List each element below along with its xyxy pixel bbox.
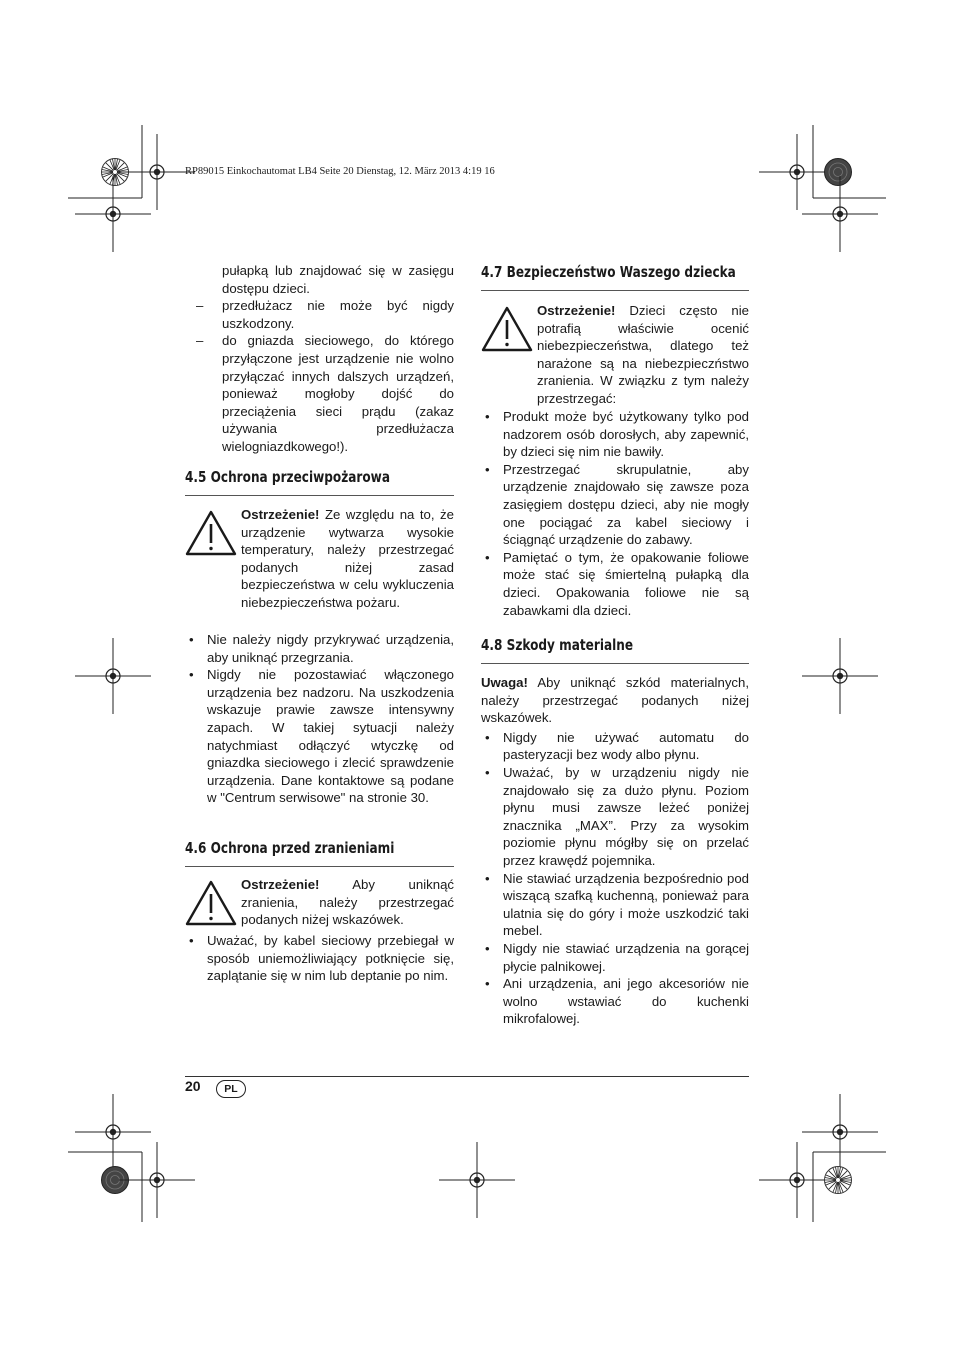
dash-item: – przedłużacz nie może być nigdy uszkodzony.: [196, 298, 454, 331]
language-badge: PL: [216, 1080, 246, 1098]
material-damage-content: [481, 674, 749, 1028]
note-label: Uwaga!: [481, 675, 528, 690]
warning-box-fire: [185, 506, 454, 626]
section-heading-4-6: 4.6 Ochrona przed zranieniami: [185, 839, 395, 857]
warning-triangle-icon: [481, 306, 533, 352]
warning-triangle-icon: [185, 510, 237, 556]
list-item: • Nigdy nie stawiać urządzenia na gorącej płycie palnikowej.: [481, 940, 749, 975]
list-item: • Nigdy nie pozostawiać włączonego urządzenia bez nadzoru. Na uszkodzenia wskazuje prawie zawsze intensywny zapach. W takiej sytuacji należy natychmiast odłączyć wtyczkę od gniazdka sieciowego i zlecić sprawdzenie urządzenia. Dane kontaktowe są podane w "Centrum serwisowe" na stronie 30.: [185, 666, 454, 807]
warning-box-children: [481, 302, 749, 406]
bullets-fire: [185, 631, 454, 807]
footer-rule: [185, 1076, 749, 1077]
section-heading-4-8: 4.8 Szkody materialne: [481, 636, 634, 654]
warning-text: Ostrzeżenie! Ze względu na to, że urządzenie wytwarza wysokie temperatury, należy przestrzegać podanych niżej zasad bezpieczeństwa w celu wykluczenia niebezpieczeństwa pożaru.: [241, 507, 454, 610]
warning-box-injury: [185, 876, 454, 930]
warning-label: Ostrzeżenie!: [537, 303, 616, 318]
print-slug: RP89015 Einkochautomat LB4 Seite 20 Dienstag, 12. März 2013 4:19 16: [185, 166, 495, 177]
section-heading-4-5: 4.5 Ochrona przeciwpożarowa: [185, 468, 391, 486]
page-number: 20: [185, 1078, 201, 1094]
list-item: • Nie należy nigdy przykrywać urządzenia, aby uniknąć przegrzania.: [185, 631, 454, 666]
dash-list: [185, 297, 454, 455]
list-item: • Uważać, by kabel sieciowy przebiegał w sposób uniemożliwiający potknięcie się, zaplątanie się w nim lub deptanie po nim.: [185, 932, 454, 985]
list-item: • Ani urządzenia, ani jego akcesoriów nie wolno wstawiać do kuchenki mikrofalowej.: [481, 975, 749, 1028]
warning-label: Ostrzeżenie!: [241, 507, 320, 522]
heading-rule: [185, 495, 454, 496]
note-paragraph: Uwaga! Aby uniknąć szkód materialnych, należy przestrzegać podanych niżej wskazówek.: [481, 675, 749, 726]
warning-text: Ostrzeżenie! Aby uniknąć zranienia, należy przestrzegać podanych niżej wskazówek.: [241, 877, 455, 928]
warning-label: Ostrzeżenie!: [241, 877, 320, 892]
warning-text: Ostrzeżenie! Dzieci często nie potrafią właściwie ocenić niebezpieczeństwa, dlatego też narażone są na niebezpieczństwo zranienia. W związku z tym należy przestrzegać:: [537, 303, 749, 406]
list-item: • Produkt może być użytkowany tylko pod nadzorem osób dorosłych, aby zapewnić, by dzieci się nim nie bawiły.: [481, 408, 749, 461]
list-item: • Uważać, by w urządzeniu nigdy nie znajdowało się za dużo płynu. Poziom płynu musi zawsze leżeć poniżej znacznika „MAX”. Przy za wysokim poziomie płynu mógłby się on przelać przez krawędź pojemnika.: [481, 764, 749, 870]
heading-rule: [185, 866, 454, 867]
dash-item: – do gniazda sieciowego, do którego przyłączone jest urządzenie nie wolno przyłączać innych dalszych urządzeń, ponieważ mogłoby dojść do przeciążenia sieci prądu (zakaz używania przedłużacza wielogniazdkowego!).: [196, 333, 454, 454]
heading-rule: [481, 663, 749, 664]
list-item: • Pamiętać o tym, że opakowanie foliowe może stać się śmiertelną pułapką dla dzieci. Opakowania foliowe nie są zabawkami dla dzieci.: [481, 549, 749, 619]
bullets-injury: [185, 932, 454, 985]
heading-rule: [481, 290, 749, 291]
list-item: • Przestrzegać skrupulatnie, aby urządzenie znajdowało się zawsze poza zasięgiem dostępu dzieci, aby nie mogły one pociągać za kabel sieciowy i ściągnąć urządzenie do zabawy.: [481, 461, 749, 549]
warning-triangle-icon: [185, 880, 237, 926]
bullets-children: [481, 408, 749, 619]
continued-text: pułapką lub znajdować się w zasięgu dostępu dzieci.: [222, 263, 454, 296]
left-column: [185, 262, 454, 456]
section-heading-4-7: 4.7 Bezpieczeństwo Waszego dziecka: [481, 263, 736, 281]
list-item: • Nigdy nie używać automatu do pasteryzacji bez wody albo płynu.: [481, 729, 749, 764]
list-item: • Nie stawiać urządzenia bezpośrednio pod wiszącą szafką kuchenną, ponieważ para ulatnia się do góry i może uszkodzić taki mebel.: [481, 870, 749, 940]
